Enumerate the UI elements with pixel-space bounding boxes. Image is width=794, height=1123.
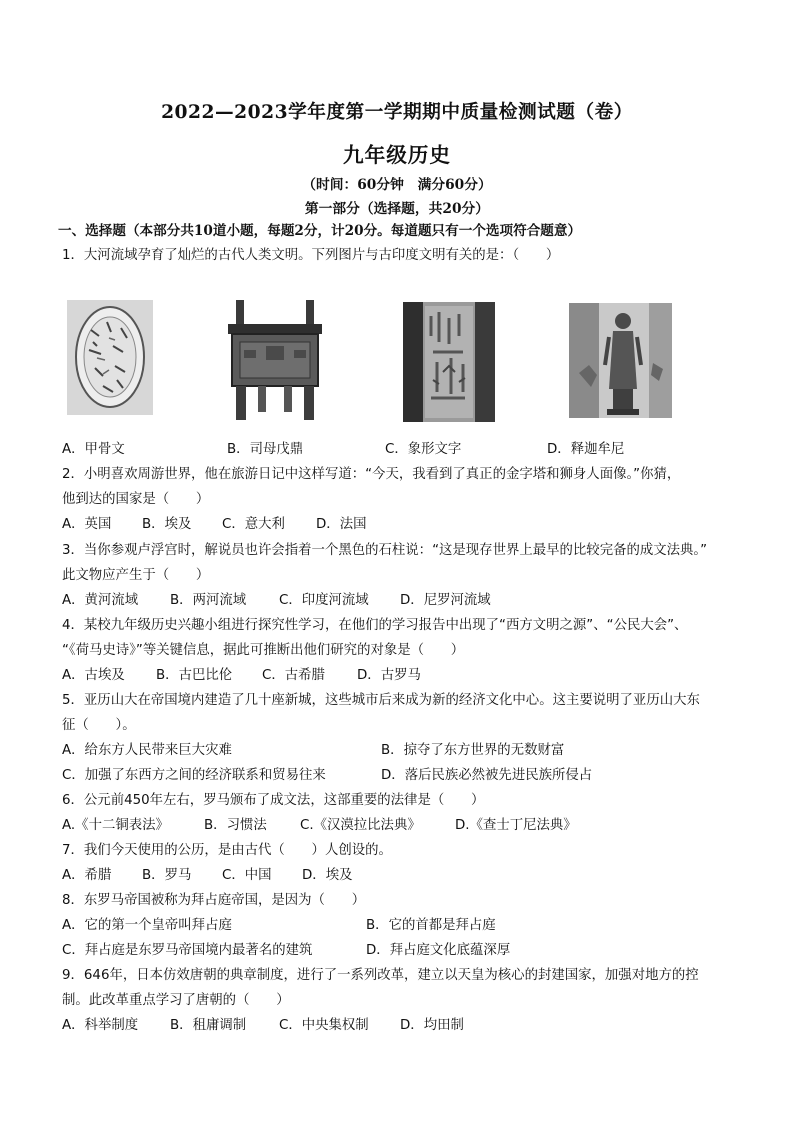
question-8-option-c[interactable]: C．拜占庭是东罗马帝国境内最著名的建筑 — [62, 943, 313, 958]
question-7-option-a[interactable]: A．希腊 — [62, 868, 112, 883]
question-4-option-d[interactable]: D．古罗马 — [357, 668, 421, 683]
simuwu-ding-image — [222, 300, 328, 425]
question-5-option-d[interactable]: D．落后民族必然被先进民族所侵占 — [381, 768, 593, 783]
question-9-stem-line-2: 制。此改革重点学习了唐朝的（ ） — [62, 993, 290, 1008]
question-2-option-b[interactable]: B．埃及 — [142, 517, 192, 532]
question-2-option-c[interactable]: C．意大利 — [222, 517, 285, 532]
question-8-stem: 8．东罗马帝国被称为拜占庭帝国，是因为（ ） — [62, 893, 366, 908]
question-2-option-d[interactable]: D．法国 — [316, 517, 367, 532]
exam-subject: 九年级历史 — [342, 143, 452, 167]
question-4-stem-line-2: “《荷马史诗》”等关键信息，据此可推断出他们研究的对象是（ ） — [62, 643, 465, 658]
question-5-stem-line-1: 5．亚历山大在帝国境内建造了几十座新城，这些城市后来成为新的经济文化中心。这主要说明了亚历山大东 — [62, 693, 700, 708]
question-1-option-a[interactable]: A．甲骨文 — [62, 442, 125, 457]
exam-title: 2022—2023学年度第一学期期中质量检测试题（卷） — [161, 101, 633, 123]
question-7-option-d[interactable]: D．埃及 — [302, 868, 353, 883]
question-3-stem-line-1: 3．当你参观卢浮宫时，解说员也许会指着一个黑色的石柱说：“这是现存世界上最早的比较完备的成文法典。” — [62, 543, 708, 558]
question-4-option-a[interactable]: A．古埃及 — [62, 668, 125, 683]
question-1-option-c[interactable]: C．象形文字 — [385, 442, 462, 457]
question-3-option-a[interactable]: A．黄河流域 — [62, 593, 139, 608]
question-5-option-b[interactable]: B．掠夺了东方世界的无数财富 — [381, 743, 565, 758]
part-heading: 第一部分（选择题，共20分） — [304, 201, 490, 217]
question-9-stem-line-1: 9．646年，日本仿效唐朝的典章制度，进行了一系列改革，建立以天皇为核心的封建国家，加强对地方的控 — [62, 968, 699, 983]
question-9-option-b[interactable]: B．租庸调制 — [170, 1018, 247, 1033]
question-2-stem-line-1: 2．小明喜欢周游世界，他在旅游日记中这样写道：“今天，我看到了真正的金字塔和狮身人面像。”你猜， — [62, 467, 681, 482]
question-4-option-c[interactable]: C．古希腊 — [262, 668, 325, 683]
oracle-bone-image — [67, 300, 153, 415]
question-2-stem-line-2: 他到达的国家是（ ） — [62, 492, 210, 507]
exam-time-info: （时间：60分钟 满分60分） — [302, 177, 492, 193]
question-9-option-a[interactable]: A．科举制度 — [62, 1018, 139, 1033]
question-7-stem: 7．我们今天使用的公历，是由古代（ ）人创设的。 — [62, 843, 392, 858]
question-6-option-b[interactable]: B．习惯法 — [204, 818, 267, 833]
question-3-option-c[interactable]: C．印度河流域 — [279, 593, 369, 608]
hieroglyph-stele-image — [403, 302, 495, 422]
buddha-statue-image — [569, 303, 672, 418]
question-5-stem-line-2: 征（ ）。 — [62, 718, 136, 733]
question-6-option-d[interactable]: D.《查士丁尼法典》 — [455, 818, 577, 833]
question-3-option-d[interactable]: D．尼罗河流域 — [400, 593, 491, 608]
question-6-stem: 6．公元前450年左右，罗马颁布了成文法，这部重要的法律是（ ） — [62, 793, 485, 808]
question-1-option-d[interactable]: D．释迦牟尼 — [547, 442, 625, 457]
question-5-option-a[interactable]: A．给东方人民带来巨大灾难 — [62, 743, 232, 758]
question-8-option-b[interactable]: B．它的首都是拜占庭 — [366, 918, 496, 933]
section-heading: 一、选择题（本部分共10道小题，每题2分，计20分。每道题只有一个选项符合题意） — [58, 223, 582, 239]
question-8-option-a[interactable]: A．它的第一个皇帝叫拜占庭 — [62, 918, 232, 933]
question-6-option-a[interactable]: A.《十二铜表法》 — [62, 818, 169, 833]
question-9-option-c[interactable]: C．中央集权制 — [279, 1018, 369, 1033]
question-6-option-c[interactable]: C.《汉漠拉比法典》 — [300, 818, 421, 833]
question-9-option-d[interactable]: D．均田制 — [400, 1018, 464, 1033]
question-4-stem-line-1: 4．某校九年级历史兴趣小组进行探究性学习，在他们的学习报告中出现了“西方文明之源”、“公民大会”、 — [62, 618, 688, 633]
question-1-option-b[interactable]: B．司母戊鼎 — [227, 442, 304, 457]
question-8-option-d[interactable]: D．拜占庭文化底蕴深厚 — [366, 943, 511, 958]
question-4-option-b[interactable]: B．古巴比伦 — [156, 668, 233, 683]
question-7-option-b[interactable]: B．罗马 — [142, 868, 192, 883]
question-1-stem: 1．大河流域孕育了灿烂的古代人类文明。下列图片与古印度文明有关的是：（ ） — [62, 248, 560, 263]
question-3-option-b[interactable]: B．两河流域 — [170, 593, 247, 608]
question-7-option-c[interactable]: C．中国 — [222, 868, 272, 883]
question-5-option-c[interactable]: C．加强了东西方之间的经济联系和贸易往来 — [62, 768, 326, 783]
question-2-option-a[interactable]: A．英国 — [62, 517, 112, 532]
question-3-stem-line-2: 此文物应产生于（ ） — [62, 568, 210, 583]
